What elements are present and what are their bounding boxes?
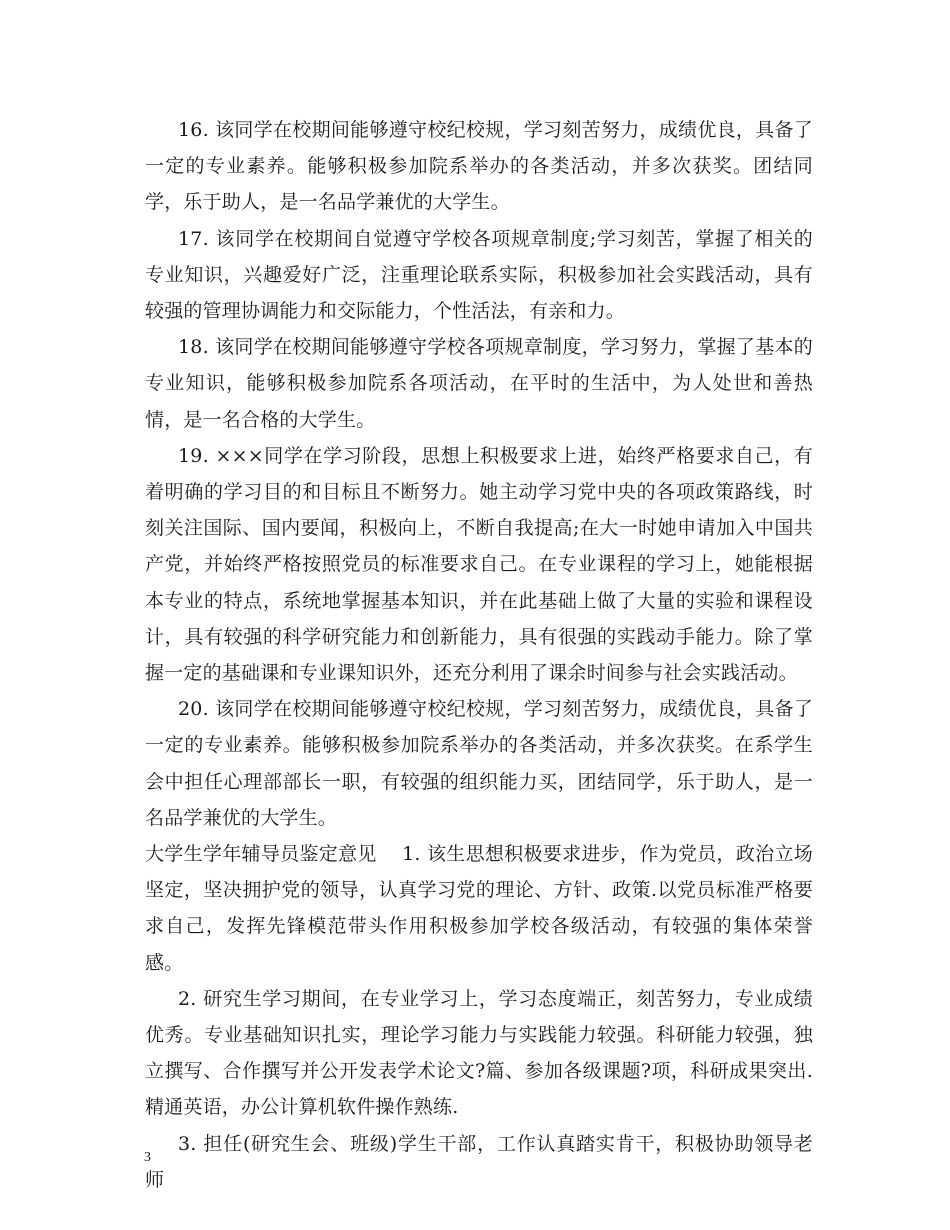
page-number: 3: [144, 1150, 151, 1165]
paragraph-18: 18. 该同学在校期间能够遵守学校各项规章制度，学习努力，掌握了基本的专业知识，能够积极参加院系各项活动，在平时的生活中，为人处世和善热情，是一名合格的大学生。: [145, 336, 813, 431]
paragraph-2: 2. 研究生学习期间，在专业学习上，学习态度端正，刻苦努力，专业成绩优秀。专业基础知识扎实，理论学习能力与实践能力较强。科研能力较强，独立撰写、合作撰写并公开发表学术论文?篇、参加各级课题?项，科研成果突出.精通英语，办公计算机软件操作熟练.: [145, 987, 813, 1119]
document-body: [145, 112, 813, 1198]
paragraph-20: 20. 该同学在校期间能够遵守校纪校规，学习刻苦努力，成绩优良，具备了一定的专业素养。能够积极参加院系举办的各类活动，并多次获奖。在系学生会中担任心理部部长一职，有较强的组织能力买，团结同学，乐于助人，是一名品学兼优的大学生。: [145, 698, 813, 829]
section-heading-paragraph-1: 大学生学年辅导员鉴定意见 1. 该生思想积极要求进步，作为党员，政治立场坚定，坚决拥护党的领导，认真学习党的理论、方针、政策.以党员标准严格要求自己，发挥先锋模范带头作用积极参加学校各级活动，有较强的集体荣誉感。: [145, 843, 813, 974]
paragraph-17: 17. 该同学在校期间自觉遵守学校各项规章制度;学习刻苦，掌握了相关的专业知识，兴趣爱好广泛，注重理论联系实际，积极参加社会实践活动，具有较强的管理协调能力和交际能力，个性活法，有亲和力。: [145, 227, 813, 323]
paragraph-16: 16. 该同学在校期间能够遵守校纪校规，学习刻苦努力，成绩优良，具备了一定的专业素养。能够积极参加院系举办的各类活动，并多次获奖。团结同学，乐于助人，是一名品学兼优的大学生。: [145, 119, 813, 214]
paragraph-3: 3. 担任(研究生会、班级)学生干部，工作认真踏实肯干，积极协助领导老师: [145, 1132, 813, 1191]
paragraph-19: 19. ×××同学在学习阶段，思想上积极要求上进，始终严格要求自己，有着明确的学习目的和目标且不断努力。她主动学习党中央的各项政策路线，时刻关注国际、国内要闻，积极向上，不断自我提高;在大一时她申请加入中国共产党，并始终严格按照党员的标准要求自己。在专业课程的学习上，她能根据本专业的特点，系统地掌握基本知识，并在此基础上做了大量的实验和课程设计，具有较强的科学研究能力和创新能力，具有很强的实践动手能力。除了掌握一定的基础课和专业课知识外，还充分利用了课余时间参与社会实践活动。: [145, 444, 813, 685]
